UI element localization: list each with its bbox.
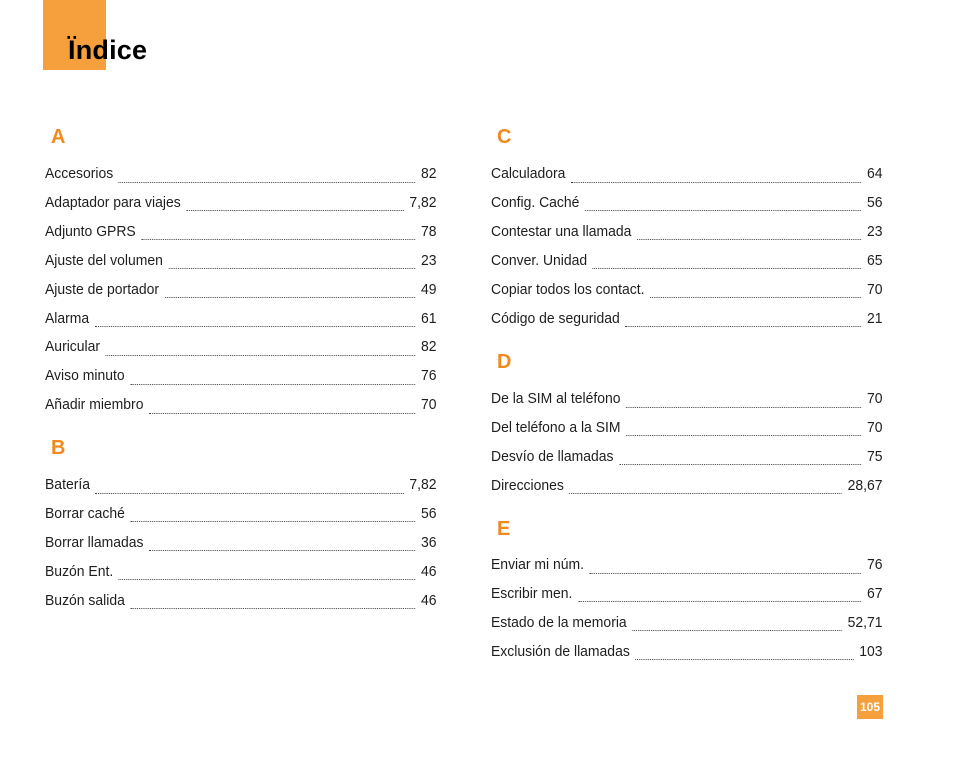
dot-leader [585,198,861,211]
index-entry-term: Alarma [45,309,90,327]
section-letter-e: E [497,518,511,540]
dot-leader [186,198,403,211]
index-entry [45,533,437,553]
index-entry-page: 82 [421,338,437,356]
index-entry-term: Buzón salida [45,591,125,609]
index-entry-term: Estado de la memoria [491,613,627,631]
index-entry-term: Añadir miembro [45,396,144,414]
index-entry [491,164,883,184]
section-letter-d: D [497,351,512,373]
index-entry [45,222,437,242]
dot-leader [637,227,861,240]
index-entry-term: Conver. Unidad [491,251,588,269]
index-entry-term: Config. Caché [491,193,580,211]
dot-leader [119,170,416,183]
index-entry-term: Copiar todos los contact. [491,280,645,298]
section-letter-a: A [51,126,66,148]
index-entry-term: Borrar caché [45,504,125,522]
dot-leader [626,423,861,436]
index-entry [491,476,883,496]
index-entry [45,395,437,415]
index-entry-term: De la SIM al teléfono [491,390,621,407]
index-entry-page: 56 [867,193,883,211]
index-entry-term: Contestar una llamada [491,222,632,240]
dot-leader [578,589,861,602]
dot-leader [625,314,861,327]
index-entry-page: 23 [867,222,883,240]
dot-leader [149,538,415,551]
index-entry [45,504,437,524]
index-entry-page: 70 [421,396,437,414]
index-entry-page: 7,82 [409,476,437,493]
dot-leader [626,395,861,408]
index-entry-term: Accesorios [45,165,114,182]
index-entry-page: 67 [867,584,883,602]
index-entry-term: Código de seguridad [491,309,620,327]
section-letter-c: C [497,126,512,148]
dot-leader [106,343,416,356]
index-entry-term: Adaptador para viajes [45,193,181,211]
index-entry-page: 65 [867,251,883,269]
index-entry [491,389,883,409]
index-entry-term: Ajuste de portador [45,280,159,298]
index-entry [491,555,883,575]
index-entry [45,475,437,495]
index-entry [45,280,437,300]
index-entry-page: 61 [421,309,437,327]
index-entry-term: Escribir men. [491,584,573,602]
index-entry-page: 64 [867,165,883,182]
index-entry [491,309,883,329]
page-number-badge: 105 [857,695,883,719]
index-entry-page: 28,67 [847,476,883,494]
index-entry [491,418,883,438]
index-entry [491,642,883,662]
page-title: Ïndice [68,35,148,65]
index-entry-term: Desvío de llamadas [491,447,614,465]
dot-leader [149,401,415,414]
index-entry-term: Aviso minuto [45,367,125,385]
index-entry-term: Auricular [45,338,101,356]
dot-leader [130,596,415,609]
index-entry-page: 70 [867,280,883,298]
dot-leader [590,561,862,574]
index-entry-term: Exclusión de llamadas [491,642,630,660]
dot-leader [96,481,404,494]
dot-leader [635,647,853,660]
index-entry-page: 36 [421,533,437,551]
dot-leader [130,372,415,385]
index-entry-term: Ajuste del volumen [45,251,163,269]
dot-leader [168,256,415,269]
index-entry-term: Enviar mi núm. [491,556,585,573]
index-entry [45,193,437,213]
index-entry-page: 52,71 [847,613,883,631]
dot-leader [119,567,416,580]
index-entry-page: 46 [421,591,437,609]
index-entry [45,337,437,357]
index-entry-page: 23 [421,251,437,269]
index-entry-page: 103 [859,642,883,660]
index-entry-page: 70 [867,390,883,407]
index-entry [491,193,883,213]
dot-leader [165,285,416,298]
index-entry [491,251,883,271]
dot-leader [130,509,415,522]
index-entry-term: Batería [45,476,90,493]
index-entry [491,584,883,604]
index-entry [491,222,883,242]
dot-leader [141,227,415,240]
index-entry [45,164,437,184]
index-entry-page: 82 [421,165,437,182]
index-entry-term: Buzón Ent. [45,562,114,580]
index-entry [491,613,883,633]
dot-leader [593,256,862,269]
index-entry-term: Borrar llamadas [45,533,144,551]
index-entry [45,309,437,329]
index-entry-page: 46 [421,562,437,580]
index-entry-term: Del teléfono a la SIM [491,418,621,436]
index-entry-page: 75 [867,447,883,465]
dot-leader [650,285,861,298]
index-entry [45,251,437,271]
dot-leader [95,314,416,327]
index-entry-page: 49 [421,280,437,298]
index-entry [45,366,437,386]
dot-leader [632,618,842,631]
index-entry [491,280,883,300]
index-entry [45,562,437,582]
index-entry [45,591,437,611]
index-entry-term: Direcciones [491,476,564,494]
section-letter-b: B [51,437,66,459]
index-entry [491,447,883,467]
index-entry-page: 7,82 [409,193,437,211]
index-entry-term: Adjunto GPRS [45,222,136,240]
index-entry-page: 76 [867,556,883,573]
dot-leader [619,452,861,465]
index-entry-page: 78 [421,222,437,240]
index-entry-term: Calculadora [491,165,566,182]
index-entry-page: 56 [421,504,437,522]
dot-leader [569,481,842,494]
dot-leader [571,170,861,183]
index-entry-page: 21 [867,309,883,327]
index-entry-page: 76 [421,367,437,385]
index-entry-page: 70 [867,418,883,436]
